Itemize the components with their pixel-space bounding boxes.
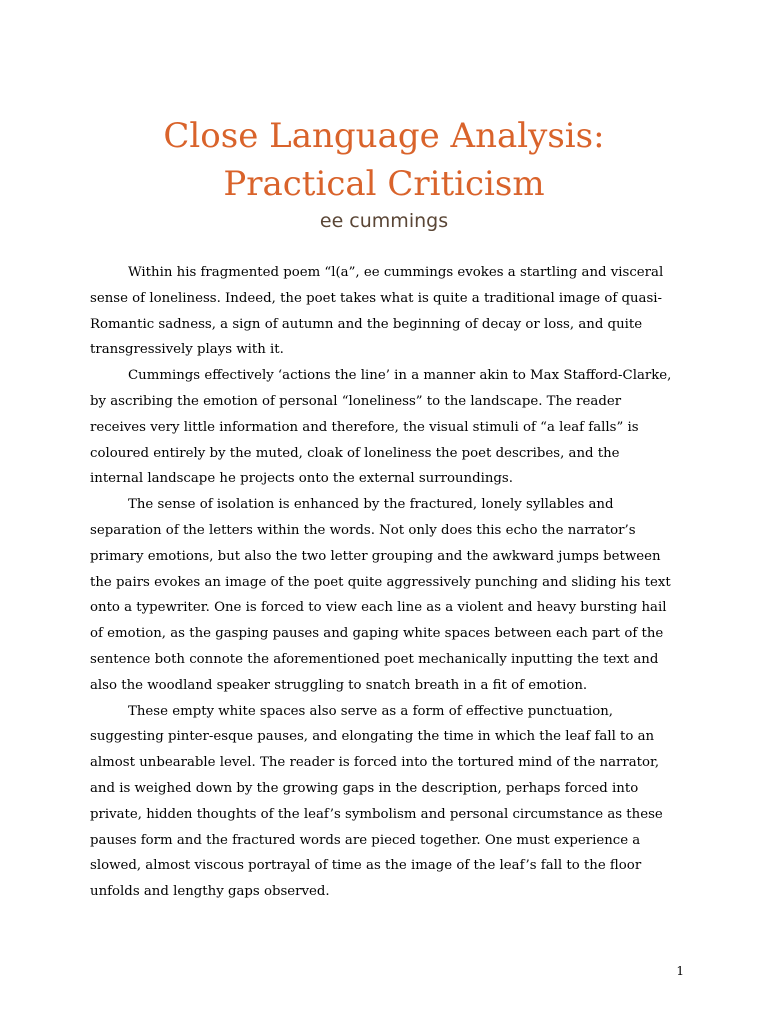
paragraph-3: The sense of isolation is enhanced by the fractured, lonely syllables and separation of the letters within the words. Not only does this echo the narrator’s primary emotions, but also the two letter grouping and the awkward jumps between the pairs evokes an image of the poet quite aggressively punching and sliding his text onto a typewriter. One is forced to view each line as a violent and heavy bursting hail of emotion, as the gasping pauses and gaping white spaces between each part of the sentence both connote the aforementioned poet mechanically inputting the text and also the woodland speaker struggling to snatch breath in a fit of emotion. — [90, 497, 671, 693]
body-text — [90, 260, 676, 905]
title-line-2: Practical Criticism — [223, 164, 545, 204]
subtitle: ee cummings — [319, 210, 449, 232]
paragraph-1: Within his fragmented poem “l(a”, ee cummings evokes a startling and visceral sense of loneliness. Indeed, the poet takes what is quite a traditional image of quasi-Romantic sadness, a sign of autumn and the beginning of decay or loss, and quite transgressively plays with it. — [90, 265, 664, 358]
paragraph-4: These empty white spaces also serve as a form of effective punctuation, suggesting pinter-esque pauses, and elongating the time in which the leaf fall to an almost unbearable level. The reader is forced into the tortured mind of the narrator, and is weighed down by the growing gaps in the description, perhaps forced into private, hidden thoughts of the leaf’s symbolism and personal circumstance as these pauses form and the fractured words are pieced together. One must experience a slowed, almost viscous portrayal of time as the image of the leaf’s fall to the floor unfolds and lengthy gaps observed. — [90, 703, 663, 900]
page-number: 1 — [676, 964, 684, 978]
document-header — [0, 112, 768, 234]
title-line-1: Close Language Analysis: — [163, 116, 605, 156]
paragraph-2: Cummings effectively ‘actions the line’ in a manner akin to Max Stafford-Clarke, by ascribing the emotion of personal “loneliness” to the landscape. The reader receives very little information and therefore, the visual stimuli of “a leaf falls” is coloured entirely by the muted, cloak of loneliness the poet describes, and the internal landscape he projects onto the external surroundings. — [90, 368, 672, 487]
